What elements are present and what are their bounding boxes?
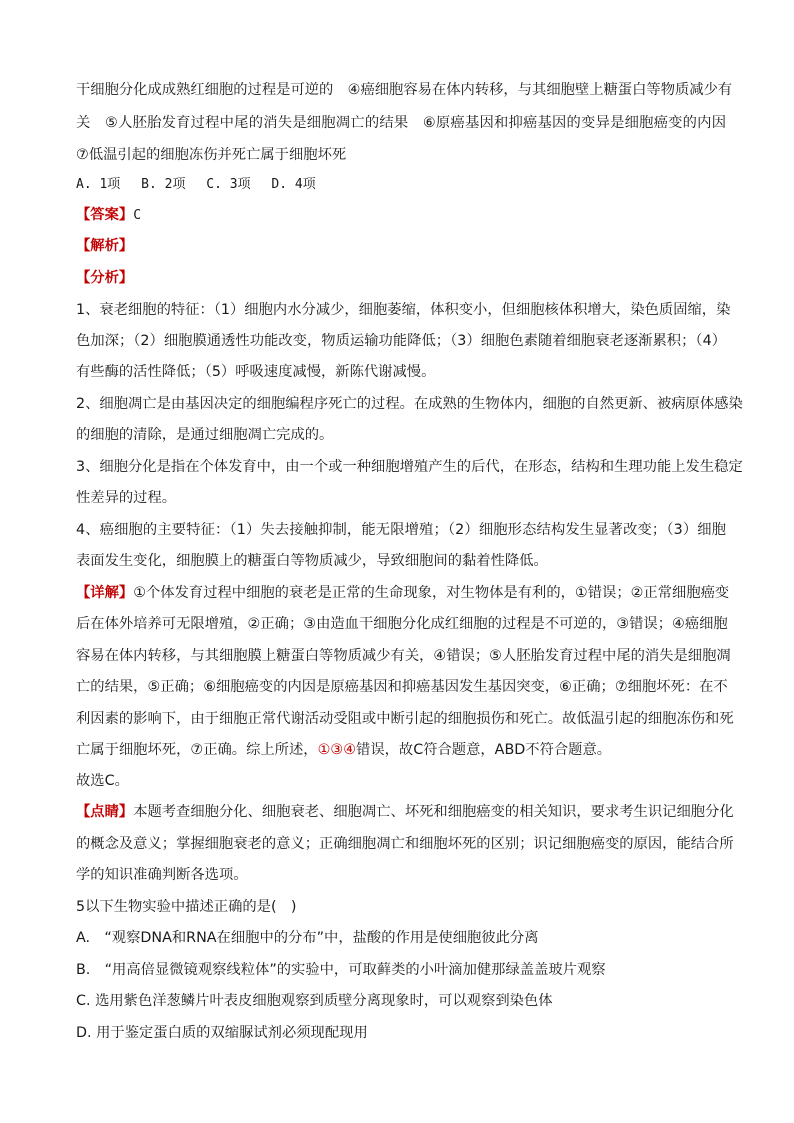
q5-option-d: D. 用于鉴定蛋白质的双缩脲试剂必须现配现用 [76, 1025, 368, 1041]
analysis-point-line: 的细胞的清除，是通过细胞凋亡完成的。 [76, 427, 334, 443]
q4-options: A. 1项 B. 2项 C. 3项 D. 4项 [76, 177, 316, 192]
analysis-point-line: 色加深；（2）细胞膜通透性功能改变，物质运输功能降低；（3）细胞色素随着细胞衰老逐渐累积；（4） [76, 333, 726, 349]
detail-line [76, 583, 730, 603]
fenxi-label: 【分析】 [76, 270, 134, 286]
detail-line: 利因素的影响下，由于细胞正常代谢活动受阻或中断引起的细胞损伤和死亡。故低温引起的细胞冻伤和死 [76, 711, 734, 727]
q5-stem: 5以下生物实验中描述正确的是( ) [76, 899, 297, 915]
detail-line: 后在体外培养可无限增殖，②正确；③由造血干细胞分化成红细胞的过程是不可逆的，③错误；④癌细胞 [76, 616, 728, 632]
q4-statement-line: 关 ⑤人胚胎发育过程中尾的消失是细胞凋亡的结果 ⑥原癌基因和抑癌基因的变异是细胞癌变的内因 [76, 115, 726, 131]
analysis-point-line: 4、癌细胞的主要特征：（1）失去接触抑制，能无限增殖；（2）细胞形态结构发生显著改变；（3）细胞 [76, 522, 726, 538]
q4-statement-line: 干细胞分化成成熟红细胞的过程是可逆的 ④癌细胞容易在体内转移，与其细胞壁上糖蛋白等物质减少有 [76, 82, 733, 98]
comment-text: 本题考查细胞分化、细胞衰老、细胞凋亡、坏死和细胞癌变的相关知识，要求考生识记细胞分化 [133, 804, 734, 820]
detail-text: ①个体发育过程中细胞的衰老是正常的生命现象，对生物体是有利的，①错误；②正常细胞癌变 [133, 585, 730, 601]
detail-line [76, 740, 611, 760]
comment-label: 【点睛】 [76, 804, 134, 820]
analysis-point-line: 表面发生变化，细胞膜上的糖蛋白等物质减少，导致细胞间的黏着性降低。 [76, 553, 548, 569]
analysis-point-line: 1、衰老细胞的特征：（1）细胞内水分减少，细胞萎缩，体积变小，但细胞核体积增大，染色质固缩，染 [76, 302, 731, 318]
comment-line [76, 802, 734, 822]
analysis-point-line: 3、细胞分化是指在个体发育中，由一个或一种细胞增殖产生的后代，在形态，结构和生理功能上发生稳定 [76, 459, 743, 475]
analysis-label: 【解析】 [76, 238, 134, 254]
answer-value: C [133, 208, 142, 223]
detail-text: 亡属于细胞坏死，⑦正确。综上所述， [76, 742, 318, 758]
analysis-point-line: 2、细胞凋亡是由基因决定的细胞编程序死亡的过程。在成熟的生物体内，细胞的自然更新、被病原体感染 [76, 396, 743, 412]
q5-option-a: A. “观察DNA和RNA在细胞中的分布”中，盐酸的作用是使细胞彼此分离 [76, 930, 539, 946]
detail-label: 【详解】 [76, 585, 134, 601]
analysis-point-line: 性差异的过程。 [76, 490, 177, 506]
analysis-point-line: 有些酶的活性降低；（5）呼吸速度减慢，新陈代谢减慢。 [76, 364, 436, 380]
detail-line: 容易在体内转移，与其细胞膜上糖蛋白等物质减少有关，④错误；⑤人胚胎发育过程中尾的消失是细胞凋 [76, 648, 731, 664]
answer-label: 【答案】 [76, 207, 134, 223]
q4-statement-line: ⑦低温引起的细胞冻伤并死亡属于细胞坏死 [76, 147, 347, 163]
conclusion: 故选C。 [76, 773, 129, 789]
comment-line: 的概念及意义；掌握细胞衰老的意义；正确细胞凋亡和细胞坏死的区别；识记细胞癌变的原因，能结合所 [76, 836, 734, 852]
q5-option-c: C. 选用紫色洋葱鳞片叶表皮细胞观察到质壁分离现象时，可以观察到染色体 [76, 993, 553, 1009]
detail-line: 亡的结果，⑤正确；⑥细胞癌变的内因是原癌基因和抑癌基因发生基因突变，⑥正确；⑦细胞坏死：在不 [76, 679, 728, 695]
detail-highlight: ①③④ [317, 742, 357, 758]
q5-option-b: B. “用高倍显微镜观察线粒体”的实验中，可取藓类的小叶滴加健那绿盖盖玻片观察 [76, 962, 606, 978]
answer-line [76, 205, 141, 226]
detail-text: 错误，故C符合题意，ABD不符合题意。 [356, 742, 612, 758]
comment-line: 学的知识准确判断各选项。 [76, 867, 248, 883]
